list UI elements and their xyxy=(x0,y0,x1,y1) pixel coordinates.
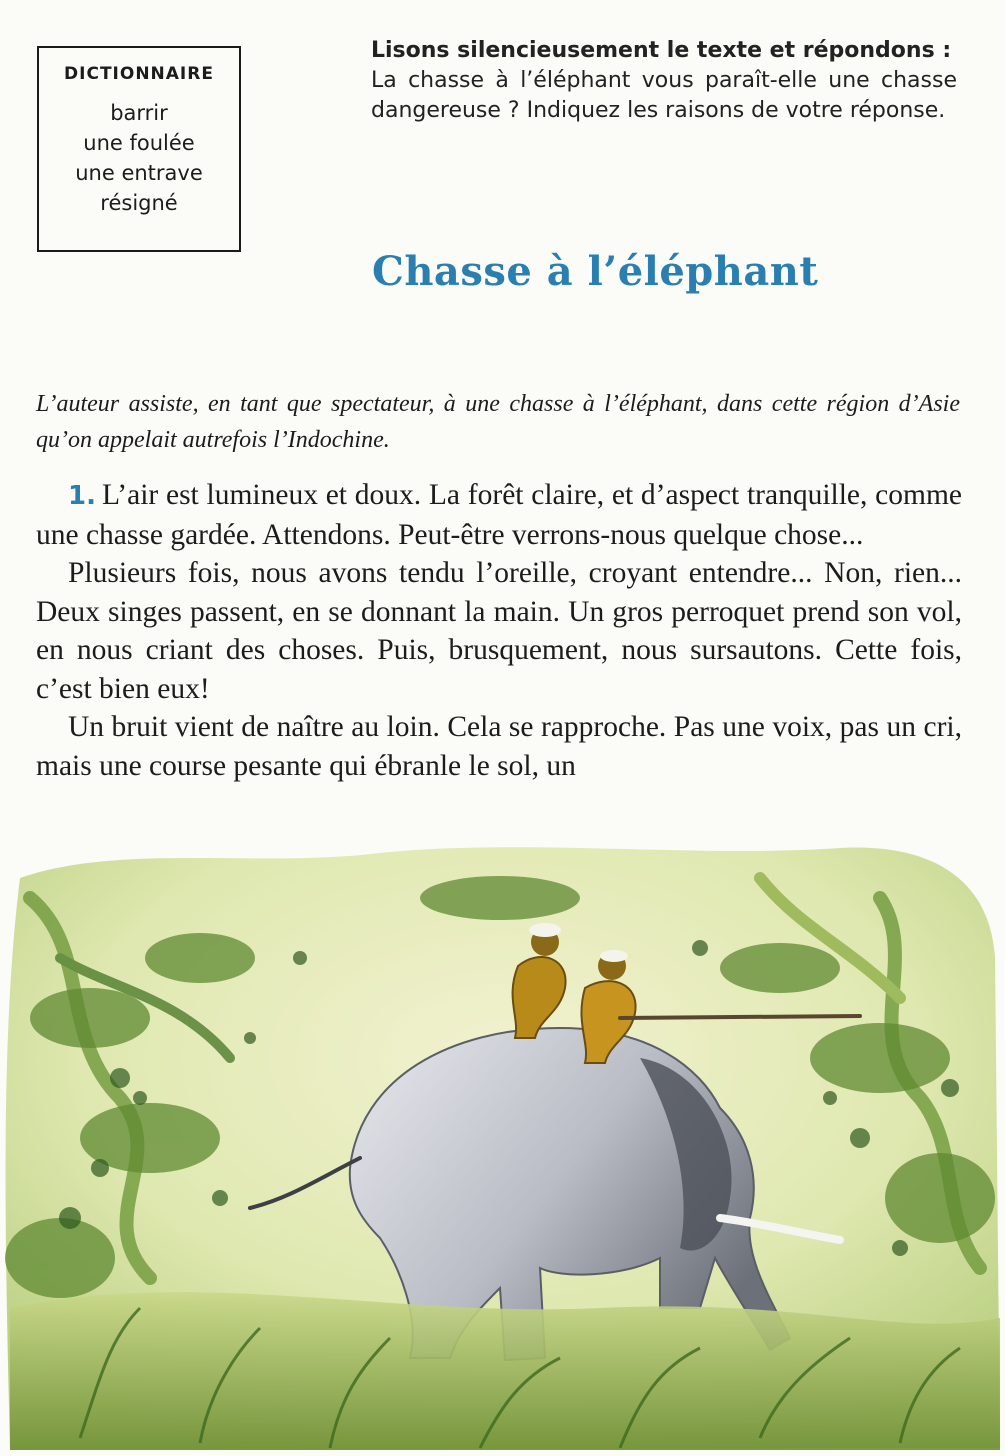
instructions-lead: Lisons silencieusement le texte et répondons : xyxy=(371,38,952,63)
dictionary-word: résigné xyxy=(100,191,178,215)
intro-text: L’auteur assiste, en tant que spectateur, à une chasse à l’éléphant, dans cette région d’Asie qu’on appelait autrefois l’Indochine. xyxy=(36,391,960,453)
elephant-hunt-illustration xyxy=(0,838,1005,1456)
dictionary-word: une foulée xyxy=(83,131,195,155)
dictionary-word: une entrave xyxy=(75,161,203,185)
story-text xyxy=(36,476,962,785)
dictionary-words xyxy=(39,98,239,218)
paragraph: Un bruit vient de naître au loin. Cela se rapproche. Pas une voix, pas un cri, mais une course pesante qui ébranle le sol, un xyxy=(36,711,962,782)
paragraph: Plusieurs fois, nous avons tendu l’oreille, croyant entendre... Non, rien... Deux singes passent, en se donnant la main. Un gros perroquet prend son vol, en nous criant des choses. Puis, brusquement, nous sursautons. Cette fois, c’est bien eux! xyxy=(36,557,962,705)
dictionary-word: barrir xyxy=(110,101,168,125)
dictionary-title: DICTIONNAIRE xyxy=(64,64,214,84)
paragraph xyxy=(36,476,962,554)
paragraph-number: 1. xyxy=(68,481,96,511)
page-title: Chasse à l’éléphant xyxy=(372,248,819,295)
instructions-question: La chasse à l’éléphant vous paraît-elle une chasse dangereuse ? Indiquez les raisons de votre réponse. xyxy=(371,68,957,123)
reading-instructions xyxy=(371,36,957,126)
dictionary-box xyxy=(37,46,241,252)
paragraph-text: L’air est lumineux et doux. La forêt claire, et d’aspect tranquille, comme une chasse gardée. Attendons. Peut-être verrons-nous quelque chose... xyxy=(36,479,962,551)
